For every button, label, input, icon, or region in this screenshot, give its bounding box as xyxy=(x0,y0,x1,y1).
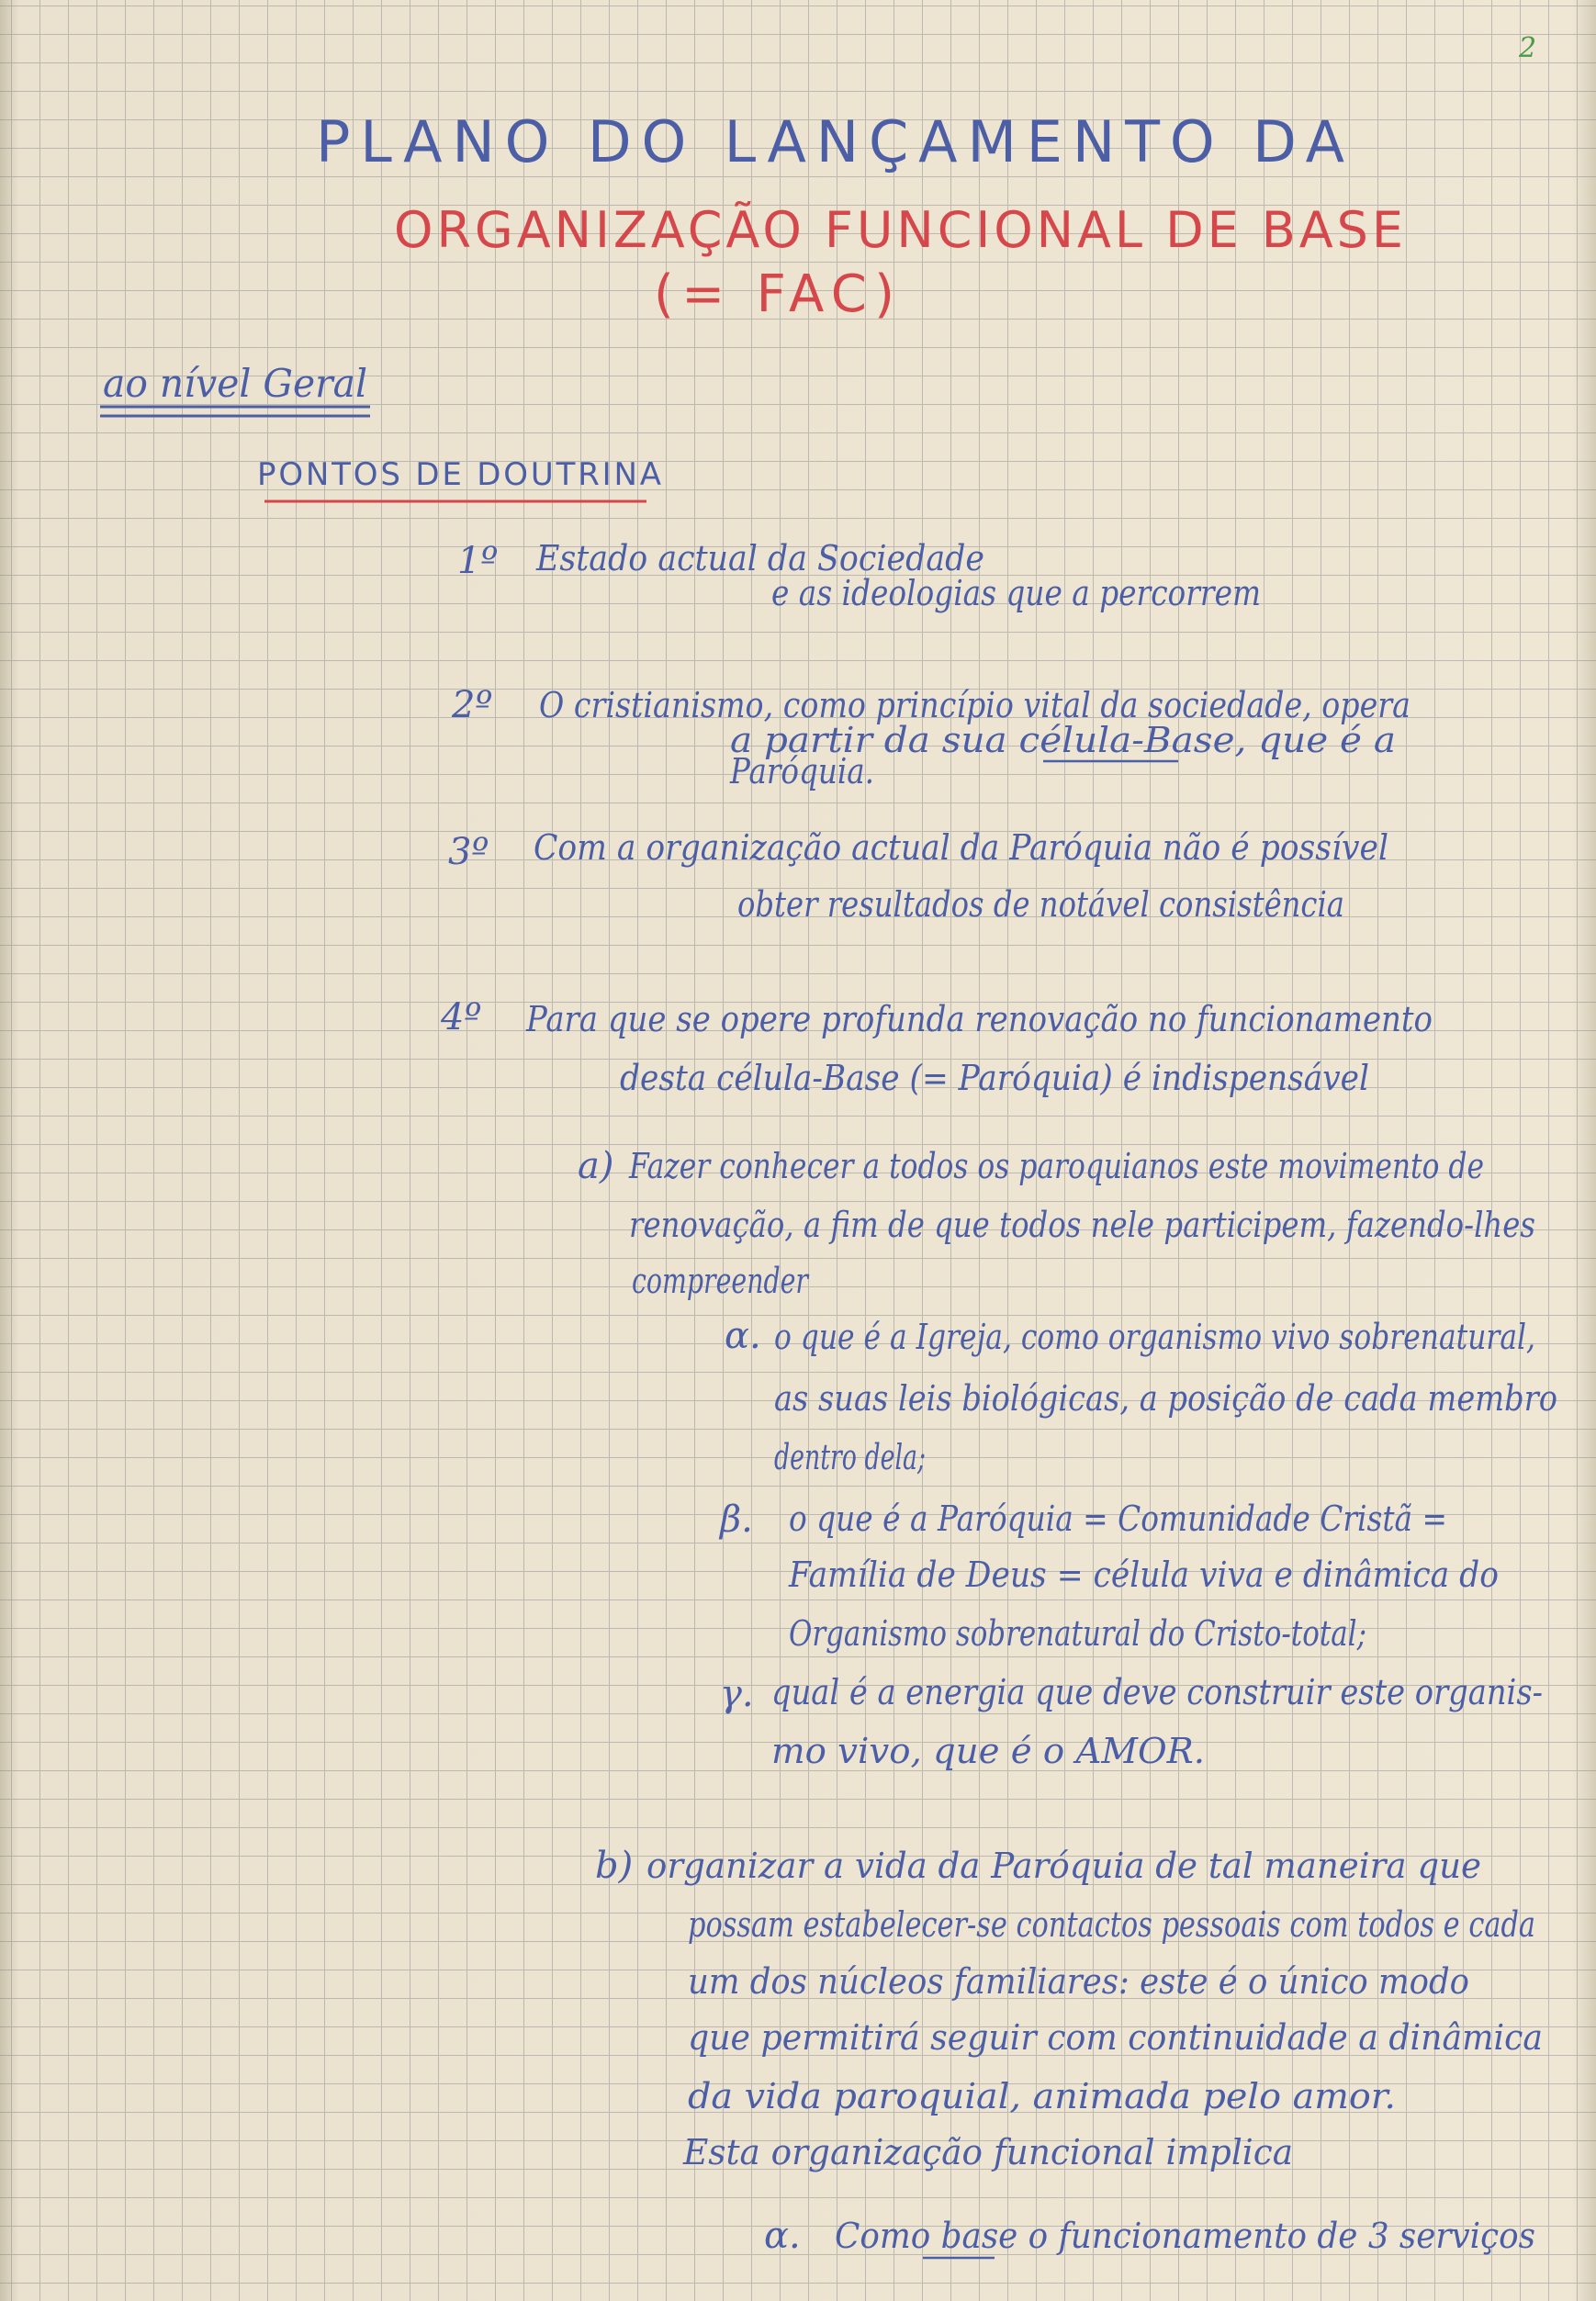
point-marker: 3º xyxy=(448,831,489,873)
point-line: Com a organização actual da Paróquia não é possível xyxy=(534,827,1388,868)
subitem-line: que permitirá seguir com continuidade a dinâmica xyxy=(688,2017,1543,2058)
point-line: Estado actual da Sociedade xyxy=(535,538,984,578)
title-acronym: (= FAC) xyxy=(654,264,894,324)
subpoint-marker: α. xyxy=(764,2215,801,2257)
subitem-line: Esta organização funcional implica xyxy=(682,2132,1293,2172)
point-marker: 1º xyxy=(457,540,499,582)
level-heading: ao nível Geral xyxy=(103,361,367,406)
subpoint-line: Família de Deus = célula viva e dinâmica do xyxy=(788,1555,1499,1595)
subitem-line: da vida paroquial, animada pelo amor. xyxy=(688,2076,1396,2116)
subpoint-line: Organismo sobrenatural do Cristo-total; xyxy=(789,1613,1366,1654)
subpoint-line: as suas leis biológicas, a posição de cada membro xyxy=(774,1378,1557,1419)
point-line: a partir da sua célula-Base, que é a xyxy=(730,720,1396,760)
subitem-line: um dos núcleos familiares: este é o único modo xyxy=(688,1961,1469,2002)
point-marker: 4º xyxy=(441,996,482,1038)
title-line-1: PLANO DO LANÇAMENTO DA xyxy=(316,108,1344,175)
point-line: desta célula-Base (= Paróquia) é indispensável xyxy=(620,1058,1369,1098)
point-line: obter resultados de notável consistência xyxy=(737,884,1344,925)
subitem-line: Fazer conhecer a todos os paroquianos este movimento de xyxy=(628,1146,1484,1186)
title-line-2: ORGANIZAÇÃO FUNCIONAL DE BASE xyxy=(394,201,1403,259)
subpoint-alpha xyxy=(764,2215,1535,2258)
subpoint-marker: α. xyxy=(725,1315,761,1357)
subpoint-line: o que é a Igreja, como organismo vivo sobrenatural, xyxy=(774,1317,1535,1357)
section-heading: PONTOS DE DOUTRINA xyxy=(257,456,661,493)
point-line: O cristianismo, como princípio vital da sociedade, opera xyxy=(539,685,1411,725)
subpoint-marker: γ. xyxy=(720,1673,754,1715)
subpoint-line: o que é a Paróquia = Comunidade Cristã = xyxy=(789,1498,1447,1539)
subpoint-line: qual é a energia que deve construir este organis- xyxy=(771,1672,1543,1712)
subitem-line: organizar a vida da Paróquia de tal maneira que xyxy=(646,1846,1481,1886)
point-line: Paróquia. xyxy=(729,751,874,791)
subitem-line: compreender xyxy=(632,1261,811,1301)
subpoint-line: dentro dela; xyxy=(774,1437,926,1477)
subpoint-marker: β. xyxy=(720,1498,753,1541)
point-marker: 2º xyxy=(452,684,493,726)
subpoint-line: mo vivo, que é o AMOR. xyxy=(771,1731,1205,1771)
subitem-marker: a) xyxy=(578,1145,614,1187)
page-number: 2 xyxy=(1519,32,1537,64)
point-line: Para que se opere profunda renovação no funcionamento xyxy=(525,999,1433,1039)
point-line: e as ideologias que a percorrem xyxy=(771,573,1261,613)
subitem-line: possam estabelecer-se contactos pessoais com todos e cada xyxy=(688,1904,1535,1945)
subitem-line: renovação, a fim de que todos nele participem, fazendo-lhes xyxy=(629,1205,1535,1245)
subpoint-line: Como base o funcionamento de 3 serviços xyxy=(835,2216,1535,2256)
subitem-marker: b) xyxy=(595,1845,634,1887)
